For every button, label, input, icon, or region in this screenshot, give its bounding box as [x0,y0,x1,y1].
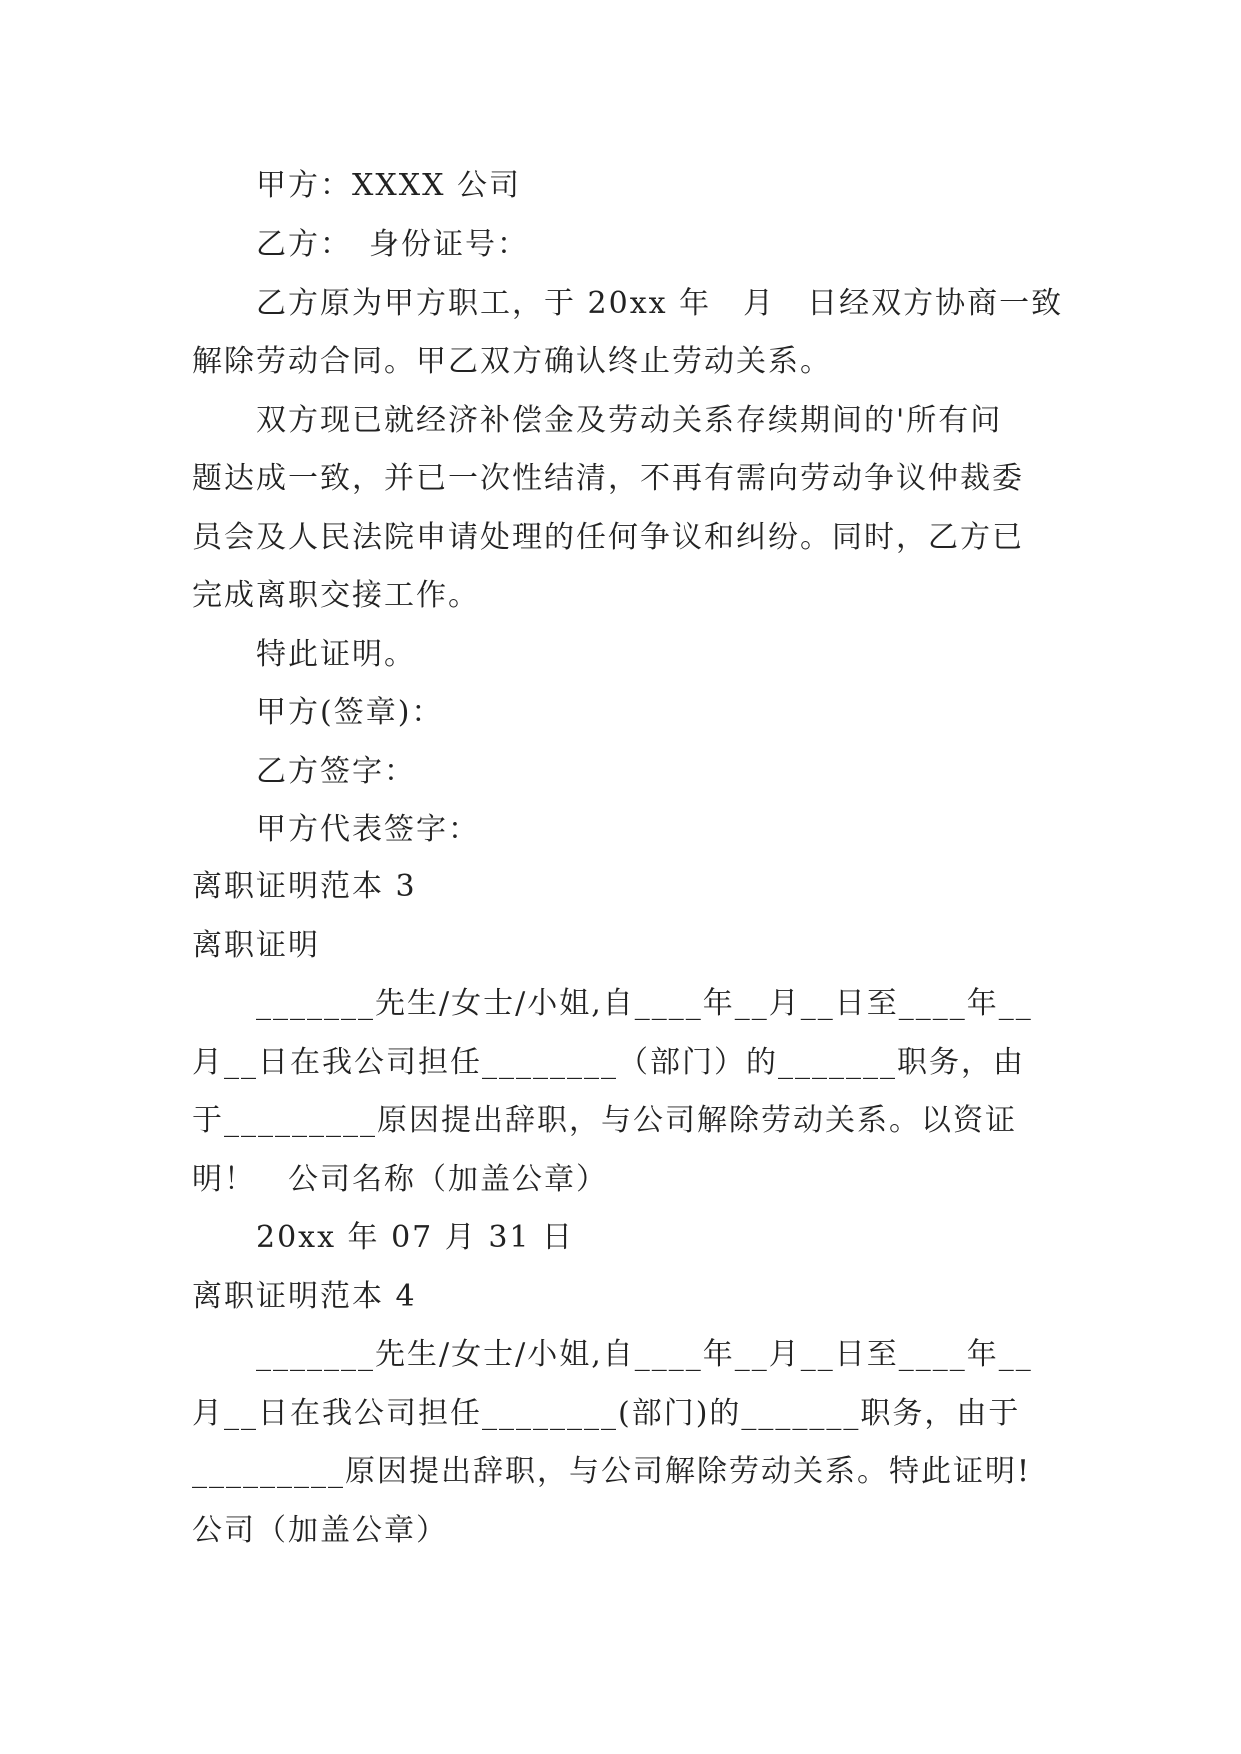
paragraph-line: _______先生/女士/小姐,自____年__月__日至____年__ [256,1337,1033,1372]
paragraph-line: 月__日在我公司担任________（部门）的_______职务，由 [192,1045,1025,1080]
paragraph-line: _________原因提出辞职，与公司解除劳动关系。特此证明! [192,1454,1032,1489]
paragraph-line: 乙方原为甲方职工，于 20xx 年 月 日经双方协商一致 [256,286,1064,321]
company-seal-line: 公司（加盖公章） [192,1513,448,1548]
party-b-line: 乙方： 身份证号： [256,227,529,262]
paragraph-line: 明！ 公司名称（加盖公章） [192,1162,608,1197]
paragraph-line: 员会及人民法院申请处理的任何争议和纠纷。同时，乙方已 [192,520,1024,555]
signature-line: 乙方签字： [256,754,416,789]
party-a-line: 甲方：XXXX 公司 [256,168,521,203]
section-heading: 离职证明范本 4 [192,1279,417,1314]
paragraph-line: 完成离职交接工作。 [192,578,480,613]
paragraph-line: _______先生/女士/小姐,自____年__月__日至____年__ [256,986,1033,1021]
paragraph-line: 月__日在我公司担任________(部门)的_______职务，由于 [192,1396,1021,1431]
date-line: 20xx 年 07 月 31 日 [256,1220,575,1255]
paragraph-line: 解除劳动合同。甲乙双方确认终止劳动关系。 [192,344,832,379]
signature-line: 甲方(签章)： [256,695,444,730]
signature-line: 甲方代表签字： [256,812,480,847]
paragraph-line: 题达成一致，并已一次性结清，不再有需向劳动争议仲裁委 [192,461,1024,496]
section-title: 离职证明 [192,928,320,963]
paragraph-line: 于_________原因提出辞职，与公司解除劳动关系。以资证 [192,1103,1017,1138]
certify-line: 特此证明。 [256,637,416,672]
paragraph-line: 双方现已就经济补偿金及劳动关系存续期间的'所有问 [256,403,1003,438]
section-heading: 离职证明范本 3 [192,869,417,904]
